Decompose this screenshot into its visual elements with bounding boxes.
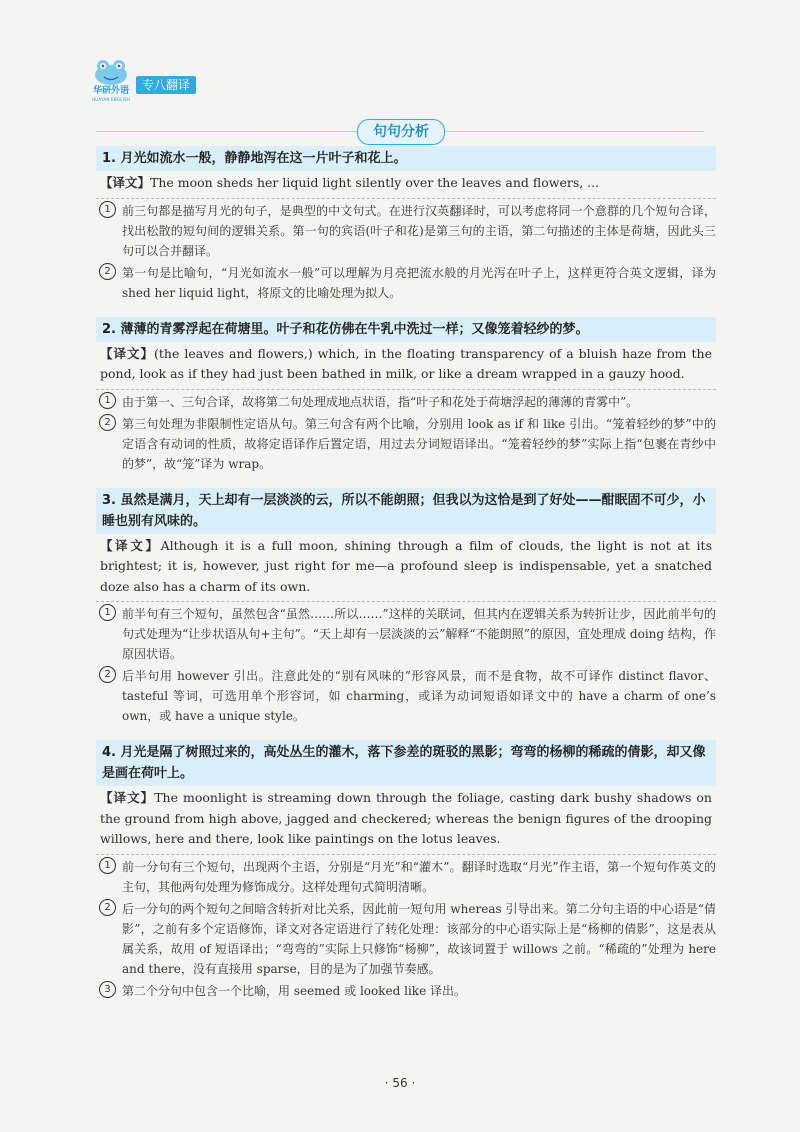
note-text: 前三句都是描写月光的句子，是典型的中文句式。在进行汉英翻译时，可以考虑将同一个意群的几个短句合译，找出松散的短句间的逻辑关系。第一句的宾语(叶子和花)是第三句的主语，第二句描述的主体是荷塘，因此头三句可以合并翻译。 [122, 203, 716, 258]
translation-label: 【译文】 [100, 175, 151, 190]
note-number: 3 [99, 981, 116, 998]
section-header [0, 116, 800, 146]
analysis-item [96, 488, 716, 727]
analysis-content [96, 146, 716, 1015]
note-number: 1 [99, 201, 116, 218]
note-text: 第一句是比喻句，“月光如流水一般”可以理解为月亮把流水般的月光泻在叶子上，这样更符合英文逻辑，译为 shed her liquid light，将原文的比喻处理为拟人。 [122, 265, 716, 300]
translation [96, 534, 716, 603]
note-text: 后一分句的两个短句之间暗含转折对比关系，因此前一短句用 whereas 引导出来。第二分句主语的中心语是“倩影”，之前有多个定语修饰，译文对各定语进行了转化处理：该部分的中心语实际上是“杨柳的倩影”，这是表从属关系，故用 of 短语译出；“弯弯的”实际上只修饰“杨柳”，故该词置于 willows 之前。“稀疏的”处理为 here and there，没有直接用 sparse，目的是为了加强节奏感。 [122, 901, 716, 976]
note-text: 前半句有三个短句，虽然包含“虽然……所以……”这样的关联词，但其内在逻辑关系为转折让步，因此前半句的句式处理为“让步状语从句+主句”。“天上却有一层淡淡的云”解释“不能朗照”的原因，宜处理成 doing 结构，作原因状语。 [122, 607, 716, 661]
analysis-note [96, 664, 716, 726]
translation-label: 【译文】 [100, 537, 161, 553]
translation-text: (the leaves and flowers,) which, in the floating transparency of a bluish haze from the pond, look as if they had just been bathed in milk, or like a dream wrapped in a gauzy hood. [100, 345, 712, 381]
book-tag: 专八翻译 [136, 76, 196, 94]
translation [96, 786, 716, 855]
analysis-note [96, 261, 716, 303]
source-sentence: 2. 薄薄的青雾浮起在荷塘里。叶子和花仿佛在牛乳中洗过一样；又像笼着轻纱的梦。 [96, 317, 716, 342]
analysis-note [96, 390, 716, 412]
page-number: · 56 · [384, 1076, 416, 1090]
note-text: 后半句用 however 引出。注意此处的“别有风味的”形容风景，而不是食物，故不可译作 distinct flavor、tasteful 等词，可选用单个形容词，如 charming，或译为动词短语如译文中的 have a charm of one’s own，或 have a unique style。 [122, 669, 716, 723]
source-sentence: 3. 虽然是满月，天上却有一层淡淡的云，所以不能朗照；但我以为这恰是到了好处——酣眠固不可少，小睡也别有风味的。 [96, 488, 716, 534]
note-number: 2 [99, 899, 116, 916]
analysis-item [96, 317, 716, 474]
translation-label: 【译文】 [100, 790, 155, 805]
analysis-note [96, 979, 716, 1001]
translation-label: 【译文】 [100, 345, 154, 361]
analysis-note [96, 602, 716, 664]
translation [96, 342, 716, 390]
note-number: 2 [99, 263, 116, 280]
analysis-item [96, 146, 716, 303]
publisher-logo [86, 58, 136, 102]
source-sentence: 4. 月光是隔了树照过来的，高处丛生的灌木，落下参差的斑驳的黑影；弯弯的杨柳的稀疏的倩影，却又像是画在荷叶上。 [96, 740, 716, 786]
note-number: 2 [99, 666, 116, 683]
translation-text: The moon sheds her liquid light silently over the leaves and flowers, ... [150, 175, 600, 190]
logo-brand-en: HUAYAN ENGLISH [92, 97, 130, 102]
source-sentence: 1. 月光如流水一般，静静地泻在这一片叶子和花上。 [96, 146, 716, 171]
note-number: 1 [99, 604, 116, 621]
logo-brand-text: 华研外语 [92, 86, 129, 96]
note-text: 由于第一、三句合译，故将第二句处理成地点状语，指“叶子和花处于荷塘浮起的薄薄的青雾中”。 [122, 394, 639, 409]
note-number: 1 [99, 857, 116, 874]
note-text: 第三句处理为非限制性定语从句。第三句含有两个比喻，分别用 look as if 和 like 引出。“笼着轻纱的梦”中的定语含有动词的性质，故将定语译作后置定语，用过去分词短语译出。“笼着轻纱的梦”实际上指“包裹在青纱中的梦”，故“笼”译为 wrap。 [122, 416, 716, 471]
frog-mascot-icon [89, 58, 133, 86]
translation [96, 171, 716, 199]
note-number: 2 [99, 414, 116, 431]
analysis-note [96, 199, 716, 261]
translation-text: The moonlight is streaming down through the foliage, casting dark bushy shadows on the ground from high above, jagged and checkered; whereas the benign figures of the drooping willows, here and there, look like paintings on the lotus leaves. [100, 790, 712, 846]
analysis-item [96, 740, 716, 1001]
note-number: 1 [99, 392, 116, 409]
section-title: 句句分析 [357, 119, 445, 145]
note-text: 第二个分句中包含一个比喻，用 seemed 或 looked like 译出。 [122, 983, 466, 998]
note-text: 前一分句有三个短句，出现两个主语，分别是“月光”和“灌木”。翻译时选取“月光”作主语，第一个短句作英文的主句，其他两句处理为修饰成分。这样处理句式简明清晰。 [122, 859, 716, 894]
analysis-note [96, 855, 716, 897]
analysis-note [96, 412, 716, 474]
analysis-note [96, 897, 716, 979]
translation-text: Although it is a full moon, shining through a film of clouds, the light is not at its brightest; it is, however, just right for me—a profound sleep is indispensable, yet a snatched doze also has a charm of its own. [100, 537, 712, 594]
